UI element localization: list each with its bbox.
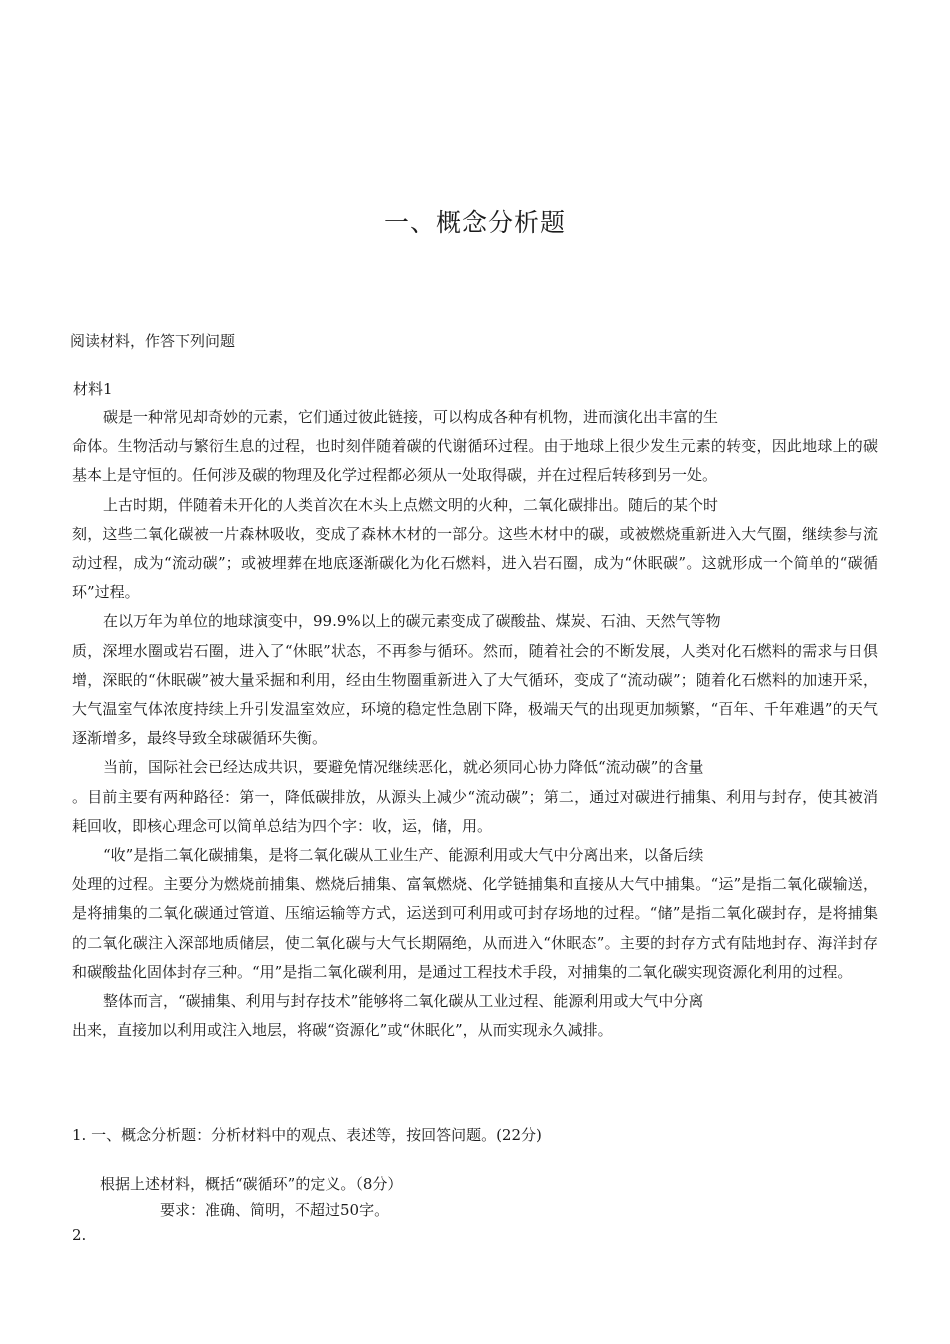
question-1: 1. 一、概念分析题：分析材料中的观点、表述等，按回答问题。(22分)	[72, 1126, 542, 1144]
question-2: 2.	[72, 1226, 87, 1244]
instruction-text: 阅读材料，作答下列问题	[70, 332, 236, 350]
section-title: 一、概念分析题	[383, 208, 566, 237]
material-label: 材料1	[73, 380, 113, 398]
paragraph: 在以万年为单位的地球演变中，99.9%以上的碳元素变成了碳酸盐、煤炭、石油、天然气等物	[103, 612, 721, 631]
paragraph: “收”是指二氧化碳捕集，是将二氧化碳从工业生产、能源利用或大气中分离出来，以备后续	[103, 846, 704, 865]
paragraph: 上古时期，伴随着未开化的人类首次在木头上点燃文明的火种，二氧化碳排出。随后的某个时	[103, 495, 719, 514]
material-body	[72, 403, 878, 1045]
paragraph: 整体而言，“碳捕集、利用与封存技术”能够将二氧化碳从工业过程、能源利用或大气中分离	[103, 992, 704, 1011]
paragraph: 当前，国际社会已经达成共识，要避免情况继续恶化，就必须同心协力降低“流动碳”的含量	[103, 758, 704, 777]
paragraph: 出来，直接加以利用或注入地层，将碳“资源化”或“休眠化”，从而实现永久减排。	[72, 1021, 613, 1040]
paragraph: 命体。生物活动与繁衍生息的过程，也时刻伴随着碳的代谢循环过程。由于地球上很少发生元素的转变，因此地球上的碳基本上是守恒的。任何涉及碳的物理及化学过程都必须从一处取得碳，并在过程后转移到另一处。	[72, 437, 878, 485]
paragraph: 刻，这些二氧化碳被一片森林吸收，变成了森林木材的一部分。这些木材中的碳，或被燃烧重新进入大气圈，继续参与流动过程，成为“流动碳”；或被埋葬在地底逐渐碳化为化石燃料，进入岩石圈，成为“休眠碳”。这就形成一个简单的“碳循环”过程。	[72, 524, 878, 602]
paragraph: 质，深埋水圈或岩石圈，进入了“休眠”状态，不再参与循环。然而，随着社会的不断发展，人类对化石燃料的需求与日俱增，深眠的“休眠碳”被大量采掘和利用，经由生物圈重新进入了大气循环，变成了“流动碳”；随着化石燃料的加速开采，大气温室气体浓度持续上升引发温室效应，环境的稳定性急剧下降，极端天气的出现更加频繁，“百年、千年难遇”的天气逐渐增多，最终导致全球碳循环失衡。	[72, 641, 878, 748]
question-1-prompt: 根据上述材料，概括“碳循环”的定义。（8分）	[100, 1175, 403, 1193]
question-1-requirement: 要求：准确、简明，不超过50字。	[160, 1201, 390, 1219]
paragraph: 碳是一种常见却奇妙的元素，它们通过彼此链接，可以构成各种有机物，进而演化出丰富的生	[103, 408, 719, 426]
paragraph: 。目前主要有两种路径：第一，降低碳排放，从源头上减少“流动碳”；第二，通过对碳进行捕集、利用与封存，使其被消耗回收，即核心理念可以简单总结为四个字：收，运，储，用。	[72, 787, 878, 835]
paragraph: 处理的过程。主要分为燃烧前捕集、燃烧后捕集、富氧燃烧、化学链捕集和直接从大气中捕集。“运”是指二氧化碳输送，是将捕集的二氧化碳通过管道、压缩运输等方式，运送到可利用或可封存场地的过程。“储”是指二氧化碳封存，是将捕集的二氧化碳注入深部地质储层，使二氧化碳与大气长期隔绝，从而进入“休眠态”。主要的封存方式有陆地封存、海洋封存和碳酸盐化固体封存三种。“用”是指二氧化碳利用，是通过工程技术手段，对捕集的二氧化碳实现资源化利用的过程。	[72, 875, 878, 981]
